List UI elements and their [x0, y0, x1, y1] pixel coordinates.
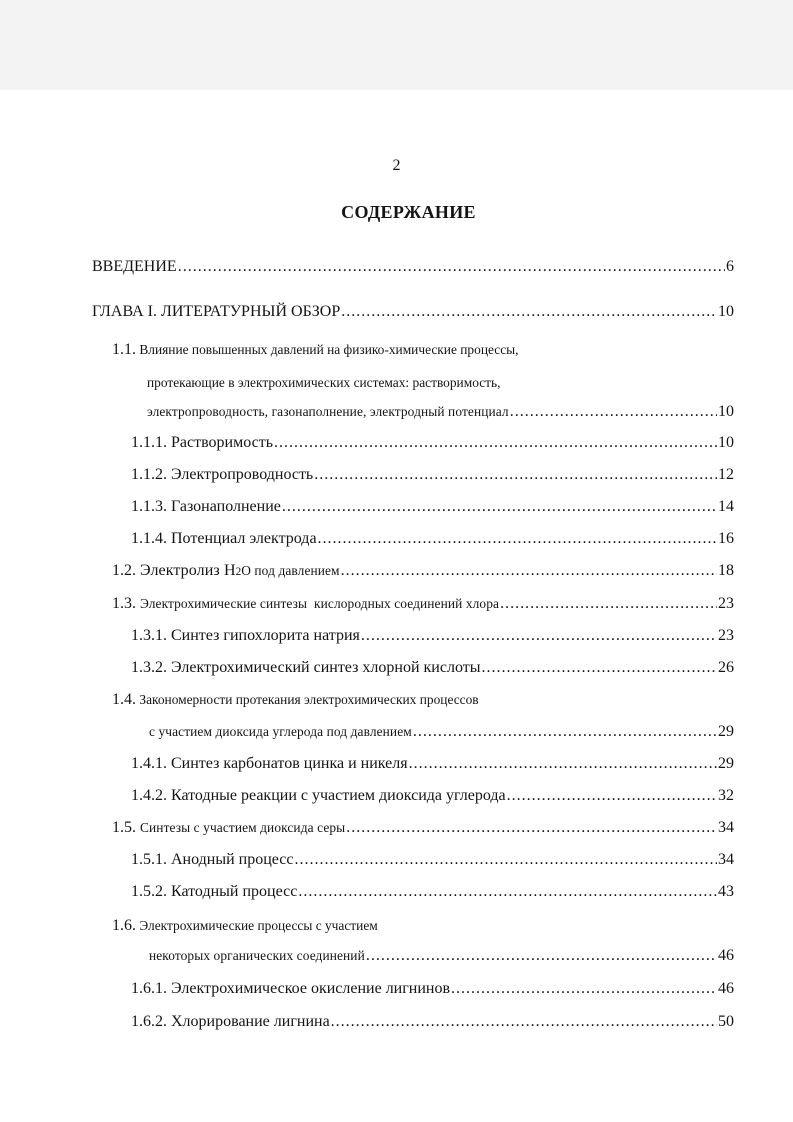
toc-leader: [341, 561, 717, 581]
toc-entry-page: 16: [718, 530, 734, 547]
toc-entry-page: 23: [718, 595, 734, 612]
toc-entry-page: 14: [718, 498, 734, 515]
page-title: СОДЕРЖАНИЕ: [341, 202, 476, 222]
toc-leader: [366, 946, 717, 966]
toc-leader: [481, 658, 717, 678]
toc-entry-1-4[interactable]: [149, 722, 734, 742]
toc-leader: [295, 850, 718, 870]
toc-entry-text: Влияние повышенных давлений на физико-химические процессы,: [139, 342, 519, 357]
toc-leader: [510, 402, 717, 422]
toc-entry-text: 1.1.4. Потенциал электрода: [131, 530, 317, 547]
toc-entry-1-3-2[interactable]: [131, 658, 734, 678]
toc-entry-text: электропроводность, газонаполнение, электродный потенциал: [147, 404, 509, 419]
toc-entry-num: 1.4.: [112, 691, 136, 708]
toc-entry-page: 29: [718, 755, 734, 772]
toc-leader: [451, 979, 717, 999]
toc-leader: [298, 882, 717, 902]
toc-entry-page: 10: [718, 303, 734, 320]
toc-entry-num: 1.2.: [112, 562, 136, 579]
toc-leader: [409, 754, 717, 774]
toc-entry-text: 1.3.1. Синтез гипохлорита натрия: [131, 627, 360, 644]
toc-leader: [413, 722, 717, 742]
toc-entry-page: 34: [718, 819, 734, 836]
toc-entry-1-5[interactable]: [112, 818, 734, 838]
toc-entry-num: 1.6.: [112, 917, 136, 934]
toc-entry-page: 29: [718, 723, 734, 740]
toc-entry-1-4-2[interactable]: [131, 786, 734, 806]
toc-leader: [178, 257, 725, 277]
toc-entry-1-4-line1[interactable]: [112, 690, 479, 710]
toc-entry-text: 1.6.1. Электрохимическое окисление лигнинов: [131, 980, 451, 997]
toc-entry-text: протекающие в электрохимических системах: растворимость,: [147, 375, 501, 390]
toc-entry-1-4-1[interactable]: [131, 754, 734, 774]
toc-entry-1-6[interactable]: [149, 946, 734, 966]
toc-entry-page: 46: [718, 980, 734, 997]
toc-entry-page: 26: [718, 659, 734, 676]
toc-entry-page: 23: [718, 627, 734, 644]
toc-leader: [346, 818, 717, 838]
toc-entry-num: 1.5.: [112, 819, 136, 836]
toc-entry-text-post: O под давлением: [241, 563, 340, 578]
toc-entry-1-6-1[interactable]: [131, 979, 734, 999]
toc-entry-text-pre: Электролиз H: [140, 562, 236, 579]
toc-entry-text: с участием диоксида углерода под давлением: [149, 724, 412, 739]
toc-entry-1-1-4[interactable]: [131, 529, 734, 549]
toc-entry-1-6-line1[interactable]: [112, 916, 378, 936]
toc-entry-text: ВВЕДЕНИЕ: [92, 258, 177, 275]
toc-leader: [341, 302, 717, 322]
toc-entry-page: 46: [718, 947, 734, 964]
toc-entry-text: 1.3.2. Электрохимический синтез хлорной кислоты: [131, 659, 481, 676]
toc-entry-text: ГЛАВА I. ЛИТЕРАТУРНЫЙ ОБЗОР: [92, 303, 341, 320]
toc-entry-text: 1.6.2. Хлорирование лигнина: [131, 1013, 330, 1030]
toc-entry-page: 50: [718, 1013, 734, 1030]
toc-entry-text: Электрохимические процессы с участием: [139, 918, 378, 933]
toc-leader: [274, 433, 717, 453]
toc-entry-1-3[interactable]: [112, 594, 734, 614]
toc-entry-text: 1.4.2. Катодные реакции с участием диоксида углерода: [131, 787, 506, 804]
toc-leader: [507, 786, 717, 806]
toc-entry-num: 1.3.: [112, 595, 136, 612]
toc-entry-1-2[interactable]: [112, 561, 734, 582]
toc-entry-1-1[interactable]: [147, 402, 734, 422]
toc-entry-text: 1.1.3. Газонаполнение: [131, 498, 281, 515]
toc-entry-page: 32: [718, 787, 734, 804]
toc-leader: [314, 465, 717, 485]
toc-entry-text: Электрохимические синтезы кислородных соединений хлора: [140, 596, 500, 611]
toc-entry-1-1-2[interactable]: [131, 465, 734, 485]
toc-entry-chapter-1[interactable]: [92, 302, 734, 322]
toc-entry-page: 10: [718, 403, 734, 420]
toc-entry-num: 1.1.: [112, 341, 136, 358]
page-number: 2: [392, 157, 401, 174]
scan-top-band: [0, 0, 793, 90]
toc-entry-page: 43: [718, 883, 734, 900]
toc-entry-text: 1.5.2. Катодный процесс: [131, 883, 298, 900]
toc-entry-text: 1.4.1. Синтез карбонатов цинка и никеля: [131, 755, 408, 772]
toc-entry-1-1-line1[interactable]: [112, 340, 519, 360]
toc-entry-page: 6: [726, 258, 734, 275]
toc-leader: [318, 529, 717, 549]
toc-entry-text: Закономерности протекания электрохимических процессов: [139, 692, 479, 707]
toc-entry-text: 1.5.1. Анодный процесс: [131, 851, 294, 868]
toc-entry-1-5-1[interactable]: [131, 850, 734, 870]
toc-entry-text: некоторых органических соединений: [149, 948, 365, 963]
toc-leader: [331, 1012, 717, 1032]
toc-entry-page: 10: [718, 434, 734, 451]
toc-entry-1-6-2[interactable]: [131, 1012, 734, 1032]
toc-entry-text: 1.1.2. Электропроводность: [131, 466, 314, 483]
toc-entry-1-1-1[interactable]: [131, 433, 734, 453]
toc-entry-page: 12: [718, 466, 734, 483]
toc-entry-subscript: 2: [235, 566, 242, 578]
toc-entry-text: Синтезы с участием диоксида серы: [140, 820, 346, 835]
toc-leader: [500, 594, 717, 614]
toc-entry-page: 18: [718, 562, 734, 579]
toc-leader: [361, 626, 717, 646]
toc-entry-1-1-line2[interactable]: [147, 373, 500, 393]
toc-entry-text: 1.1.1. Растворимость: [131, 434, 274, 451]
toc-entry-page: 34: [718, 851, 734, 868]
toc-entry-intro[interactable]: [92, 257, 734, 277]
toc-entry-1-1-3[interactable]: [131, 497, 734, 517]
toc-entry-1-5-2[interactable]: [131, 882, 734, 902]
toc-entry-1-3-1[interactable]: [131, 626, 734, 646]
toc-leader: [282, 497, 717, 517]
